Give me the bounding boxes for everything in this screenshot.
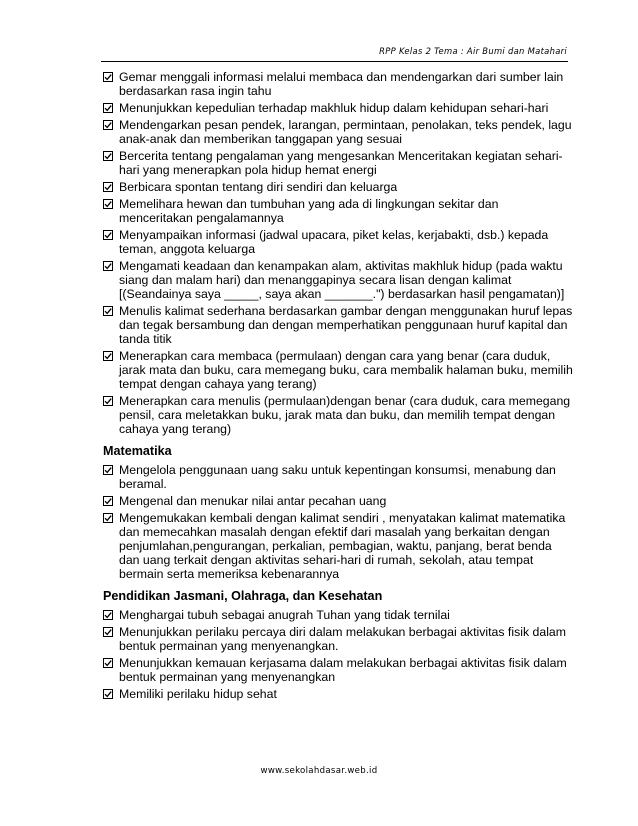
- checked-box-icon: [103, 120, 113, 130]
- checked-box-icon: [103, 351, 113, 361]
- checklist-item: [103, 494, 573, 508]
- checklist-item-text: Mengemukakan kembali dengan kalimat sendiri , menyatakan kalimat matematika dan memecahkan masalah dengan efektif dari masalah yang berkaitan dengan penjumlahan,pengurangan, perkalian, pembagian, waktu, panjang, berat benda dan uang terkait dengan aktivitas sehari-hari di rumah, sekolah, atau tempat bermain serta memeriksa kebenarannya: [119, 511, 566, 581]
- checklist-item: [103, 101, 573, 115]
- checked-box-icon: [103, 103, 113, 113]
- checklist-item: [103, 149, 573, 177]
- section-heading: Pendidikan Jasmani, Olahraga, dan Kesehatan: [103, 589, 383, 603]
- page-footer: www.sekolahdasar.web.id: [260, 766, 378, 776]
- checklist-item: [103, 70, 573, 98]
- checklist: [103, 463, 573, 581]
- checklist: [103, 608, 573, 701]
- checklist-item: [103, 197, 573, 225]
- document-body: [103, 70, 573, 704]
- checklist-item: [103, 118, 573, 146]
- checked-box-icon: [103, 151, 113, 161]
- checklist-item: [103, 687, 573, 701]
- checklist-item-text: Menyampaikan informasi (jadwal upacara, piket kelas, kerjabakti, dsb.) kepada teman, anggota keluarga: [119, 228, 549, 256]
- checked-box-icon: [103, 199, 113, 209]
- checked-box-icon: [103, 306, 113, 316]
- checklist-item: [103, 394, 573, 436]
- checked-box-icon: [103, 261, 113, 271]
- checklist-item: [103, 259, 573, 301]
- checklist-item: [103, 228, 573, 256]
- checklist-item: [103, 349, 573, 391]
- checklist-item-text: Bercerita tentang pengalaman yang mengesankan Menceritakan kegiatan sehari-hari yang menerapkan pola hidup hemat energi: [119, 149, 563, 177]
- checked-box-icon: [103, 513, 113, 523]
- checklist-item-text: Mendengarkan pesan pendek, larangan, permintaan, penolakan, teks pendek, lagu anak-anak dan memberikan tanggapan yang sesuai: [119, 118, 572, 146]
- checked-box-icon: [103, 182, 113, 192]
- checklist-item-text: Gemar menggali informasi melalui membaca dan mendengarkan dari sumber lain berdasarkan rasa ingin tahu: [119, 70, 564, 98]
- checklist-item-text: Mengamati keadaan dan kenampakan alam, aktivitas makhluk hidup (pada waktu siang dan malam hari) dan menanggapinya secara lisan dengan kalimat [(Seandainya saya _____, saya akan _______.") berdasarkan hasil pengamatan)]: [119, 259, 565, 301]
- checklist-item-text: Menunjukkan kemauan kerjasama dalam melakukan berbagai aktivitas fisik dalam bentuk permainan yang menyenangkan: [119, 656, 567, 684]
- checklist-item-text: Menulis kalimat sederhana berdasarkan gambar dengan menggunakan huruf lepas dan tegak bersambung dan dengan memperhatikan penggunaan huruf kapital dan tanda titik: [119, 304, 573, 346]
- header-rule: [101, 61, 568, 62]
- checked-box-icon: [103, 72, 113, 82]
- checked-box-icon: [103, 658, 113, 668]
- checklist-item-text: Menghargai tubuh sebagai anugrah Tuhan yang tidak ternilai: [119, 608, 450, 622]
- checked-box-icon: [103, 610, 113, 620]
- checklist: [103, 70, 573, 436]
- checked-box-icon: [103, 396, 113, 406]
- checklist-item-text: Memelihara hewan dan tumbuhan yang ada di lingkungan sekitar dan menceritakan pengalamannya: [119, 197, 499, 225]
- checklist-item: [103, 608, 573, 622]
- checklist-item-text: Mengenal dan menukar nilai antar pecahan uang: [119, 494, 387, 508]
- checklist-item-text: Menunjukkan perilaku percaya diri dalam melakukan berbagai aktivitas fisik dalam bentuk permainan yang menyenangkan.: [119, 625, 567, 653]
- checklist-item: [103, 625, 573, 653]
- checked-box-icon: [103, 230, 113, 240]
- checklist-item-text: Berbicara spontan tentang diri sendiri dan keluarga: [119, 180, 398, 194]
- checklist-item-text: Menunjukkan kepedulian terhadap makhluk hidup dalam kehidupan sehari-hari: [119, 101, 549, 115]
- checklist-item-text: Mengelola penggunaan uang saku untuk kepentingan konsumsi, menabung dan beramal.: [119, 463, 556, 491]
- checklist-item: [103, 656, 573, 684]
- checklist-item-text: Menerapkan cara menulis (permulaan)dengan benar (cara duduk, cara memegang pensil, cara meletakkan buku, jarak mata dan buku, dan memilih tempat dengan cahaya yang terang): [119, 394, 571, 436]
- section-heading: Matematika: [103, 444, 172, 458]
- checklist-item: [103, 304, 573, 346]
- checked-box-icon: [103, 496, 113, 506]
- checklist-item: [103, 180, 573, 194]
- checklist-item: [103, 511, 573, 581]
- checklist-item: [103, 463, 573, 491]
- checklist-item-text: Menerapkan cara membaca (permulaan) dengan cara yang benar (cara duduk, jarak mata dan buku, cara memegang buku, cara membalik halaman buku, memilih tempat dengan cahaya yang terang): [119, 349, 573, 391]
- checklist-item-text: Memiliki perilaku hidup sehat: [119, 687, 277, 701]
- checked-box-icon: [103, 465, 113, 475]
- running-header: RPP Kelas 2 Tema : Air Bumi dan Matahari: [379, 46, 567, 56]
- checked-box-icon: [103, 689, 113, 699]
- checked-box-icon: [103, 627, 113, 637]
